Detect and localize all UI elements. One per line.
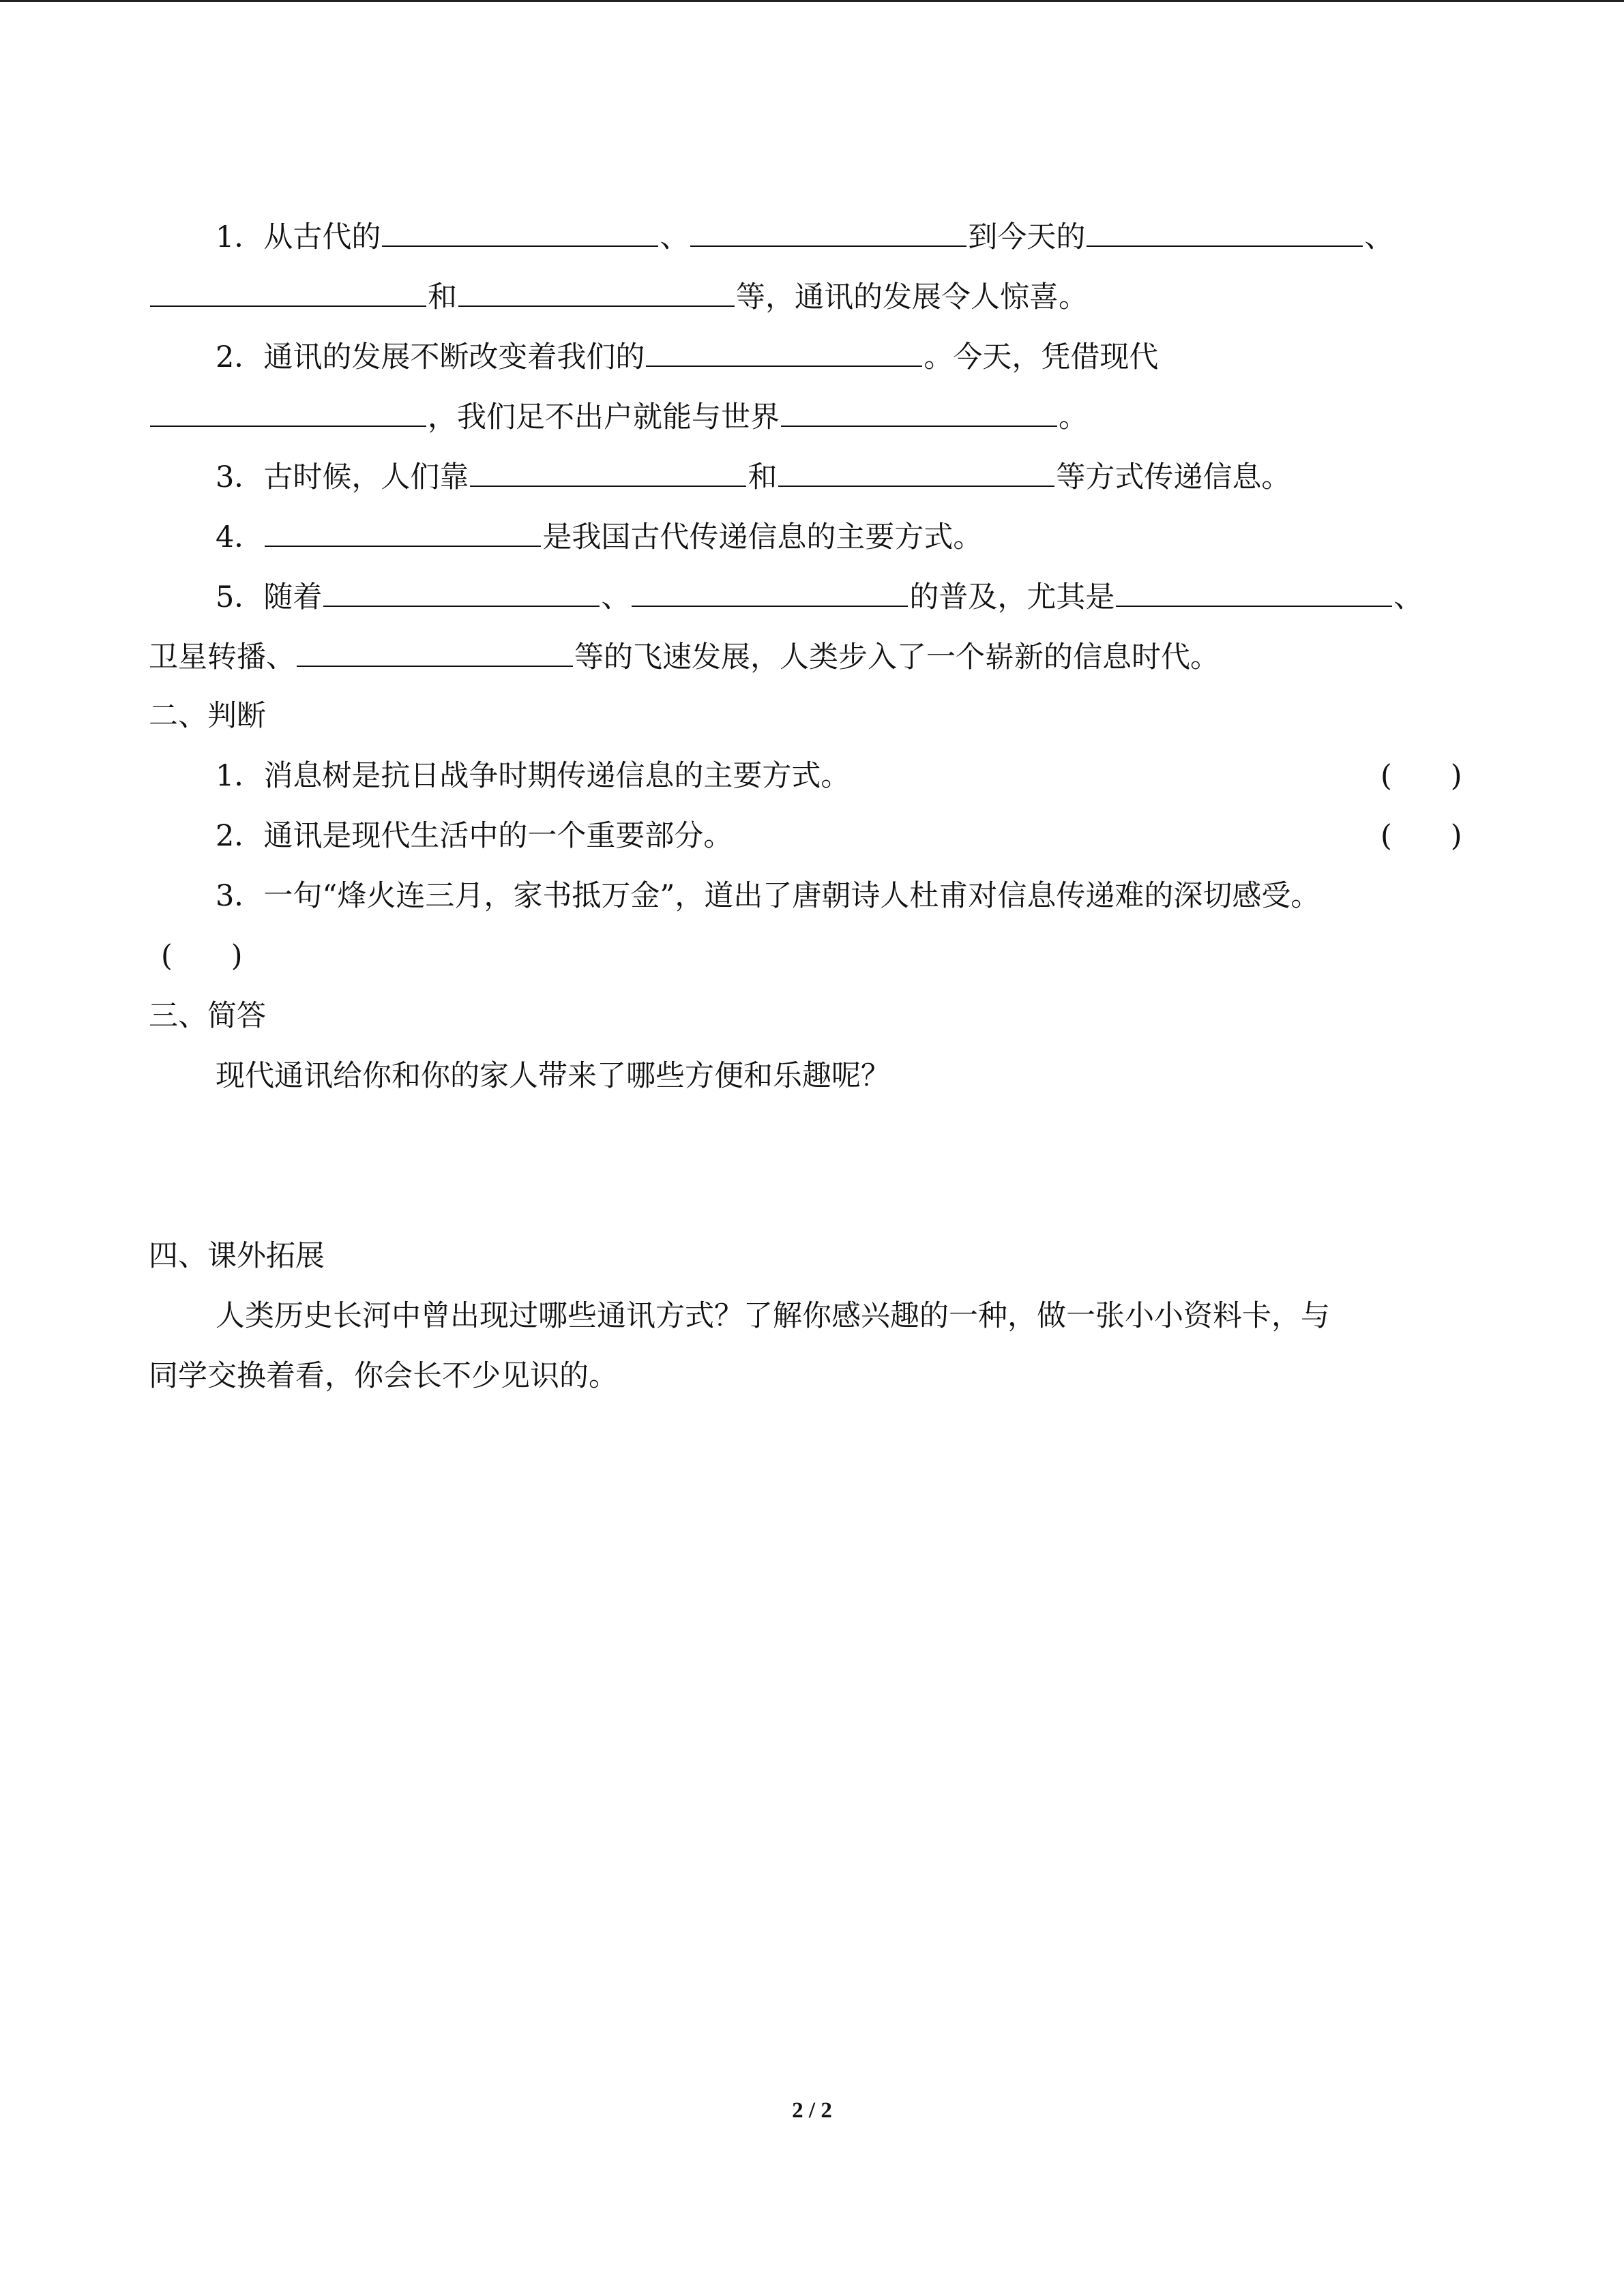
question-text: ，我们足不出户就能与世界 [428, 400, 780, 434]
fill-question-5-line-2 [149, 636, 1220, 678]
question-text: 等的飞速发展，人类步入了一个崭新的信息时代。 [574, 640, 1220, 674]
question-text: 到今天的 [968, 220, 1086, 254]
page-number: 2 / 2 [792, 2098, 832, 2123]
question-text: 通讯是现代生活中的一个重要部分。 [263, 819, 733, 853]
top-border [0, 0, 1624, 2]
section-heading-judge: 二、判断 [149, 699, 266, 733]
fill-question-5-line-1 [216, 576, 1423, 618]
question-text: 、 [1364, 220, 1394, 254]
answer-blank[interactable] [150, 275, 426, 307]
question-number: 2． [216, 819, 264, 853]
answer-blank[interactable] [323, 576, 600, 607]
answer-parentheses[interactable]: ( ) [1381, 819, 1462, 853]
question-number: 1． [216, 759, 264, 793]
question-text: 的普及，尤其是 [909, 580, 1115, 614]
question-number: 2． [216, 340, 264, 374]
question-text: 。今天，凭借现代 [924, 340, 1159, 374]
question-text: 消息树是抗日战争时期传递信息的主要方式。 [263, 759, 851, 793]
question-text: 是我国古代传递信息的主要方式。 [542, 520, 983, 554]
extension-text-line-1: 人类历史长河中曾出现过哪些通讯方式？了解你感兴趣的一种，做一张小小资料卡，与 [216, 1299, 1330, 1333]
fill-question-3 [216, 456, 1290, 498]
answer-blank[interactable] [778, 456, 1054, 487]
answer-blank[interactable] [781, 396, 1057, 427]
question-number: 5． [216, 580, 264, 614]
question-text: 通讯的发展不断改变着我们的 [263, 340, 645, 374]
fill-question-2-line-1 [216, 336, 1158, 378]
question-number: 3． [216, 460, 264, 494]
question-text: 等方式传递信息。 [1056, 460, 1291, 494]
answer-blank[interactable] [470, 456, 746, 487]
question-text: 、 [660, 220, 690, 254]
question-text: 和 [428, 280, 457, 314]
question-number: 4． [216, 520, 264, 554]
question-text: 古时候，人们靠 [263, 460, 469, 494]
question-text: 从古代的 [263, 220, 381, 254]
question-text: 、 [601, 580, 631, 614]
question-text: 。 [1059, 400, 1088, 434]
fill-question-1-line-2 [149, 275, 1088, 318]
question-text: 等，通讯的发展令人惊喜。 [736, 280, 1088, 314]
answer-blank[interactable] [1087, 215, 1363, 247]
answer-blank[interactable] [690, 215, 966, 247]
short-answer-question: 现代通讯给你和你的家人带来了哪些方便和乐趣呢？ [216, 1059, 890, 1093]
question-text: 、 [1393, 580, 1423, 614]
answer-blank[interactable] [1116, 576, 1392, 607]
question-text: 和 [748, 460, 778, 494]
judge-item-2 [216, 816, 733, 856]
answer-parentheses[interactable]: ( ) [1381, 759, 1462, 793]
question-text: 随着 [263, 580, 323, 614]
extension-text-line-2: 同学交换着看，你会长不少见识的。 [149, 1359, 618, 1393]
answer-blank[interactable] [150, 396, 426, 427]
fill-question-1-line-1 [216, 215, 1393, 258]
section-heading-short-answer: 三、简答 [149, 999, 266, 1033]
answer-blank[interactable] [632, 576, 908, 607]
answer-blank[interactable] [297, 636, 573, 667]
question-number: 1． [216, 220, 264, 254]
section-heading-extension: 四、课外拓展 [149, 1239, 325, 1273]
question-text: 卫星转播、 [149, 640, 295, 674]
answer-blank[interactable] [646, 336, 922, 367]
question-text: 一句“烽火连三月，家书抵万金”，道出了唐朝诗人杜甫对信息传递难的深切感受。 [263, 879, 1320, 913]
fill-question-2-line-2 [149, 396, 1088, 438]
answer-parentheses[interactable]: ( ) [161, 939, 243, 973]
fill-question-4 [216, 516, 982, 558]
answer-blank[interactable] [382, 215, 658, 247]
answer-blank[interactable] [265, 516, 541, 547]
answer-blank[interactable] [458, 275, 735, 307]
judge-item-3 [216, 876, 1320, 916]
judge-item-1 [216, 756, 850, 796]
question-number: 3． [216, 879, 264, 913]
